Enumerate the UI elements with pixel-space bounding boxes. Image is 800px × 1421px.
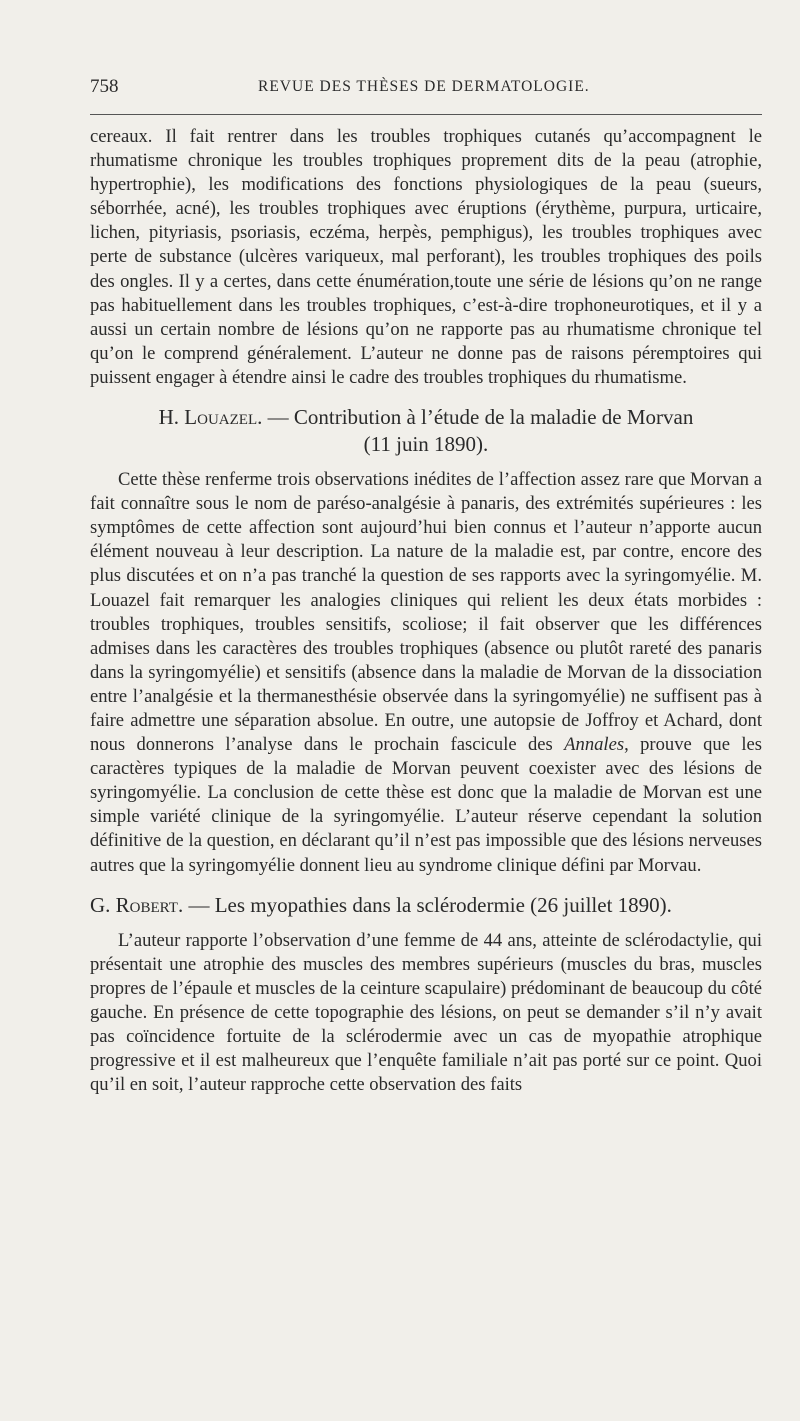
author-robert: G. Robert. [90, 892, 184, 917]
page-body [90, 125, 762, 1097]
paragraph-louazel-b: , prouve que les caractères typiques de la maladie de Morvan peuvent coexister avec des lésions de syringomyélie. La conclusion de cette thèse est donc que la maladie de Morvan est une simple variété clinique de la syringomyélie. L’auteur réserve cependant la solution définitive de la question, en déclarant qu’il n’est pas impossible que des lésions nerveuses autres que la syringomyélie donnent lieu au syndrome clinique défini par Morvau. [90, 734, 763, 876]
thesis-title-louazel: Contribution à l’étude de la maladie de Morvan [293, 405, 694, 430]
heading-dash: — [183, 892, 215, 917]
section-heading-robert [90, 892, 762, 919]
running-header [90, 74, 762, 104]
paragraph-louazel-a: Cette thèse renferme trois observations inédites de l’affection assez rare que Morvan a fait connaître sous le nom de paréso-analgésie à panaris, des extrémités supérieures : les symptômes de cette affection sont aujourd’hui bien connus et l’auteur n’apporte aucun élément nouveau à leur description. La nature de la maladie est, par contre, encore des plus discutées et on n’a pas tranché la question de ses rapports avec la syringomyélie. M. Louazel fait remarquer les analogies cliniques qui relient les deux états morbides : troubles trophiques, troubles sensitifs, scoliose; il fait observer que les différences admises dans les caractères des troubles trophiques (absence ou plutôt rareté des panaris dans la syringomyélie) et sensitifs (absence dans la maladie de Morvan de la dissociation entre l’analgésie et la thermanesthésie observée dans la syringomyélie) ne suffisent pas à faire admettre une séparation absolue. En outre, une autopsie de Joffroy et Achard, dont nous donnerons l’analyse dans le prochain fascicule des [90, 469, 762, 756]
thesis-title-robert: Les myopathies dans la sclérodermie (26 juillet 1890). [214, 892, 672, 917]
paragraph-louazel [90, 468, 762, 878]
page-number: 758 [90, 76, 119, 97]
continuation-paragraph: cereaux. Il fait rentrer dans les troubles trophiques cutanés qu’accompagnent le rhumatisme chronique les troubles trophiques proprement dits de la peau (atrophie, hypertrophie), les modifications des fonctions physiologiques de la peau (sueurs, séborrhée, acné), les troubles trophiques avec éruptions (érythème, purpura, urticaire, lichen, pityriasis, psoriasis, eczéma, herpès, pemphigus), les troubles trophiques avec perte de substance (ulcères variqueux, mal perforant), les troubles trophiques des poils des ongles. Il y a certes, dans cette énumération,toute une série de lésions qu’on ne range pas habituellement dans les troubles trophiques, c’est-à-dire trophoneurotiques, et il y a aussi un certain nombre de lésions qu’on ne rapporte pas au rhumatisme chronique tel qu’on le comprend généralement. L’auteur ne donne pas de raisons péremptoires qui puissent engager à étendre ainsi le cadre des troubles trophiques du rhumatisme. [90, 126, 762, 388]
header-rule [90, 114, 762, 115]
author-louazel: H. Louazel. [158, 405, 263, 430]
paragraph-robert: L’auteur rapporte l’observation d’une femme de 44 ans, atteinte de sclérodactylie, qui présentait une atrophie des muscles des membres supérieurs (muscles du bras, muscles propres de l’épaule et muscles de la ceinture scapulaire) prédominant de beaucoup du côté gauche. En présence de cette topographie des lésions, on peut se demander s’il n’y avait pas coïncidence fortuite de la sclérodermie avec un cas de myopathie atrophique progressive et il est malheureux que l’enquête familiale n’ait pas porté sur ce point. Quoi qu’il en soit, l’auteur rapproche cette observation des faits [90, 929, 762, 1096]
running-title: REVUE DES THÈSES DE DERMATOLOGIE. [258, 78, 590, 95]
journal-annales: Annales [564, 734, 625, 756]
section-heading-louazel [90, 404, 762, 458]
heading-dash: — [262, 405, 294, 430]
thesis-date-louazel: (11 juin 1890). [363, 432, 489, 457]
